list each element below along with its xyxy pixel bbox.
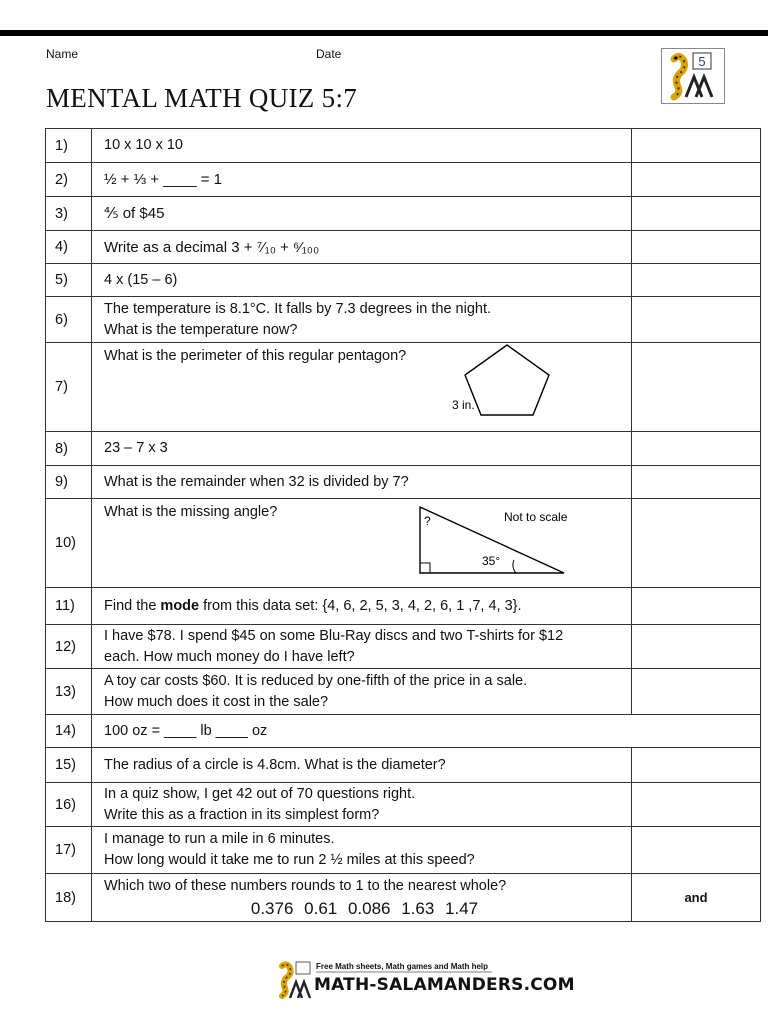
question-row (46, 466, 761, 499)
answer-box[interactable] (632, 783, 761, 827)
question-text-line: In a quiz show, I get 42 out of 70 questions right. (104, 785, 416, 802)
question-number: 7) (46, 343, 92, 432)
date-label: Date (316, 47, 342, 61)
question-number: 14) (46, 715, 92, 748)
footer-site-link[interactable]: MATH-SALAMANDERS.COM (314, 975, 575, 995)
answer-box[interactable] (632, 466, 761, 499)
question-text-line: What is the perimeter of this regular pentagon? (104, 348, 407, 364)
answer-box[interactable] (632, 432, 761, 466)
question-text: Write as a decimal 3 + ⁷⁄₁₀ + ⁶⁄₁₀₀ (92, 231, 632, 264)
question-text-line: What is the missing angle? (104, 504, 278, 520)
page-title: MENTAL MATH QUIZ 5:7 (46, 83, 358, 113)
name-label: Name (46, 47, 79, 61)
question-row (46, 827, 761, 874)
question-row (46, 197, 761, 231)
question-text-line: What is the temperature now? (104, 321, 298, 338)
triangle-figure (412, 503, 582, 583)
question-text (92, 588, 632, 625)
question-text-line: A toy car costs $60. It is reduced by one-fifth of the price in a sale. (104, 672, 528, 689)
right-angle-marker (420, 563, 430, 573)
question-row (46, 432, 761, 466)
answer-box[interactable] (632, 129, 761, 163)
question-number: 1) (46, 129, 92, 163)
question-text (92, 874, 632, 922)
question-number: 10) (46, 499, 92, 588)
answer-box[interactable] (632, 343, 761, 432)
question-row (46, 297, 761, 343)
answer-box[interactable] (632, 748, 761, 783)
question-row (46, 874, 761, 922)
pentagon-shape (465, 345, 549, 415)
answer-box[interactable] (632, 297, 761, 343)
question-text-bold: mode (160, 597, 200, 614)
answer-box[interactable] (632, 625, 761, 669)
question-text-line: The temperature is 8.1°C. It falls by 7.3 degrees in the night. (104, 300, 492, 317)
question-row (46, 129, 761, 163)
question-row (46, 343, 761, 432)
answer-box[interactable] (632, 264, 761, 297)
question-text-line: each. How much money do I have left? (104, 648, 355, 665)
question-number: 4) (46, 231, 92, 264)
question-row (46, 715, 761, 748)
number-choices: 0.376 0.61 0.086 1.63 1.47 (250, 899, 479, 918)
question-text: 100 oz = ____ lb ____ oz (92, 715, 761, 748)
question-text (92, 827, 632, 874)
answer-box[interactable] (632, 827, 761, 874)
question-text-line: Write this as a fraction in its simplest form? (104, 806, 380, 823)
scale-note: Not to scale (504, 510, 568, 524)
question-number: 2) (46, 163, 92, 197)
question-number: 16) (46, 783, 92, 827)
angle-arc (513, 560, 516, 573)
pentagon-figure (432, 343, 582, 429)
question-text (92, 783, 632, 827)
question-row (46, 588, 761, 625)
question-number: 13) (46, 669, 92, 715)
question-text: ½ + ⅓ + ____ = 1 (92, 163, 632, 197)
answer-box[interactable] (632, 669, 761, 715)
question-text-line: I have $78. I spend $45 on some Blu-Ray discs and two T-shirts for $12 (104, 627, 564, 644)
question-row (46, 783, 761, 827)
question-text (92, 499, 632, 588)
footer-tagline: Free Math sheets, Math games and Math help (316, 962, 489, 971)
question-number: 17) (46, 827, 92, 874)
question-text: The radius of a circle is 4.8cm. What is the diameter? (92, 748, 632, 783)
question-number: 5) (46, 264, 92, 297)
question-text: 4 x (15 – 6) (92, 264, 632, 297)
question-text: 10 x 10 x 10 (92, 129, 632, 163)
question-text (92, 297, 632, 343)
question-row (46, 499, 761, 588)
angle-label: 35° (482, 554, 501, 568)
question-text-line: I manage to run a mile in 6 minutes. (104, 831, 335, 847)
question-row (46, 264, 761, 297)
question-text (92, 625, 632, 669)
answer-box[interactable] (632, 231, 761, 264)
question-number: 15) (46, 748, 92, 783)
salamander-logo (661, 48, 725, 104)
question-text (92, 343, 632, 432)
answer-box[interactable] (632, 163, 761, 197)
salamander-logo-icon (662, 49, 724, 103)
question-number: 3) (46, 197, 92, 231)
question-number: 18) (46, 874, 92, 922)
question-row (46, 163, 761, 197)
question-text-part: from this data set: {4, 6, 2, 5, 3, 4, 2, 6, 1 ,7, 4, 3}. (199, 597, 522, 614)
question-row (46, 231, 761, 264)
pentagon-side-label: 3 in. (452, 398, 475, 412)
answer-box[interactable] (632, 874, 761, 922)
question-text-line: How much does it cost in the sale? (104, 693, 329, 710)
question-number: 6) (46, 297, 92, 343)
question-text: 23 – 7 x 3 (92, 432, 632, 466)
quiz-table (45, 128, 761, 922)
answer-box[interactable] (632, 499, 761, 588)
unknown-angle-mark: ? (424, 514, 431, 528)
question-text-line: Which two of these numbers rounds to 1 to the nearest whole? (104, 878, 507, 894)
question-number: 11) (46, 588, 92, 625)
question-text-line: How long would it take me to run 2 ½ miles at this speed? (104, 852, 475, 868)
question-number: 8) (46, 432, 92, 466)
answer-box[interactable] (632, 197, 761, 231)
top-rule (0, 30, 768, 36)
question-number: 12) (46, 625, 92, 669)
question-row (46, 625, 761, 669)
answer-box[interactable] (632, 588, 761, 625)
question-text: ⅘ of $45 (92, 197, 632, 231)
question-text (92, 669, 632, 715)
question-text-part: Find the (104, 597, 161, 614)
question-number: 9) (46, 466, 92, 499)
logo-badge: 5 (698, 54, 706, 69)
answer-hint: and (684, 890, 708, 905)
question-row (46, 669, 761, 715)
question-row (46, 748, 761, 783)
question-text: What is the remainder when 32 is divided by 7? (92, 466, 632, 499)
